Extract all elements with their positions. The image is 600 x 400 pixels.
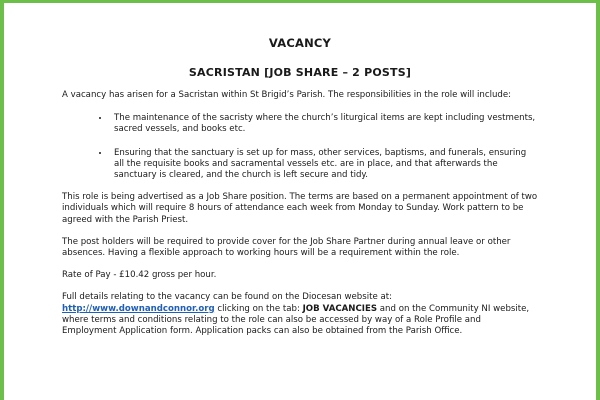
cover-paragraph: The post holders will be required to provide cover for the Job Share Partner during annual leave or other absences. Having a flexible approach to working hours will be a requirement within the role. [62, 236, 511, 259]
responsibilities-list [62, 112, 538, 181]
list-item: • The maintenance of the sacristy where the church’s liturgical items are kept including vestments, sacred vessels, and books etc. [110, 112, 538, 135]
vacancy-notice [62, 36, 538, 348]
details-after-url: clicking on the tab: [214, 303, 303, 314]
job-vacancies-tab-name: JOB VACANCIES [302, 303, 378, 314]
document-title: VACANCY [268, 36, 332, 50]
details-rest: and on the Community NI website, where terms and conditions relating to the role can also be accessed by way of a Role Profile and Employment Application form. Application packs can also be obtained from the Parish Office. [62, 303, 530, 337]
details-paragraph [62, 292, 538, 337]
list-item: • Ensuring that the sanctuary is set up for mass, other services, baptisms, and funerals, ensuring all the requisite books and sacramental vessels etc. are in place, and that afterwards the sanctuary is cleared, and the church is left secure and tidy. [110, 147, 538, 182]
diocesan-website-link[interactable]: http://www.downandconnor.org [62, 303, 215, 314]
rate-of-pay: Rate of Pay - £10.42 gross per hour. [62, 270, 217, 281]
document-subtitle: SACRISTAN [JOB SHARE – 2 POSTS] [188, 66, 412, 79]
details-intro: Full details relating to the vacancy can be found on the Diocesan website at: [62, 292, 393, 303]
job-share-paragraph: This role is being advertised as a Job Share position. The terms are based on a permanent appointment of two individuals which will require 8 hours of attendance each week from Monday to Sunday. Work pattern to be agreed with the Parish Priest. [62, 192, 538, 225]
intro-paragraph: A vacancy has arisen for a Sacristan within St Brigid’s Parish. The responsibilities in the role will include: [62, 90, 512, 100]
